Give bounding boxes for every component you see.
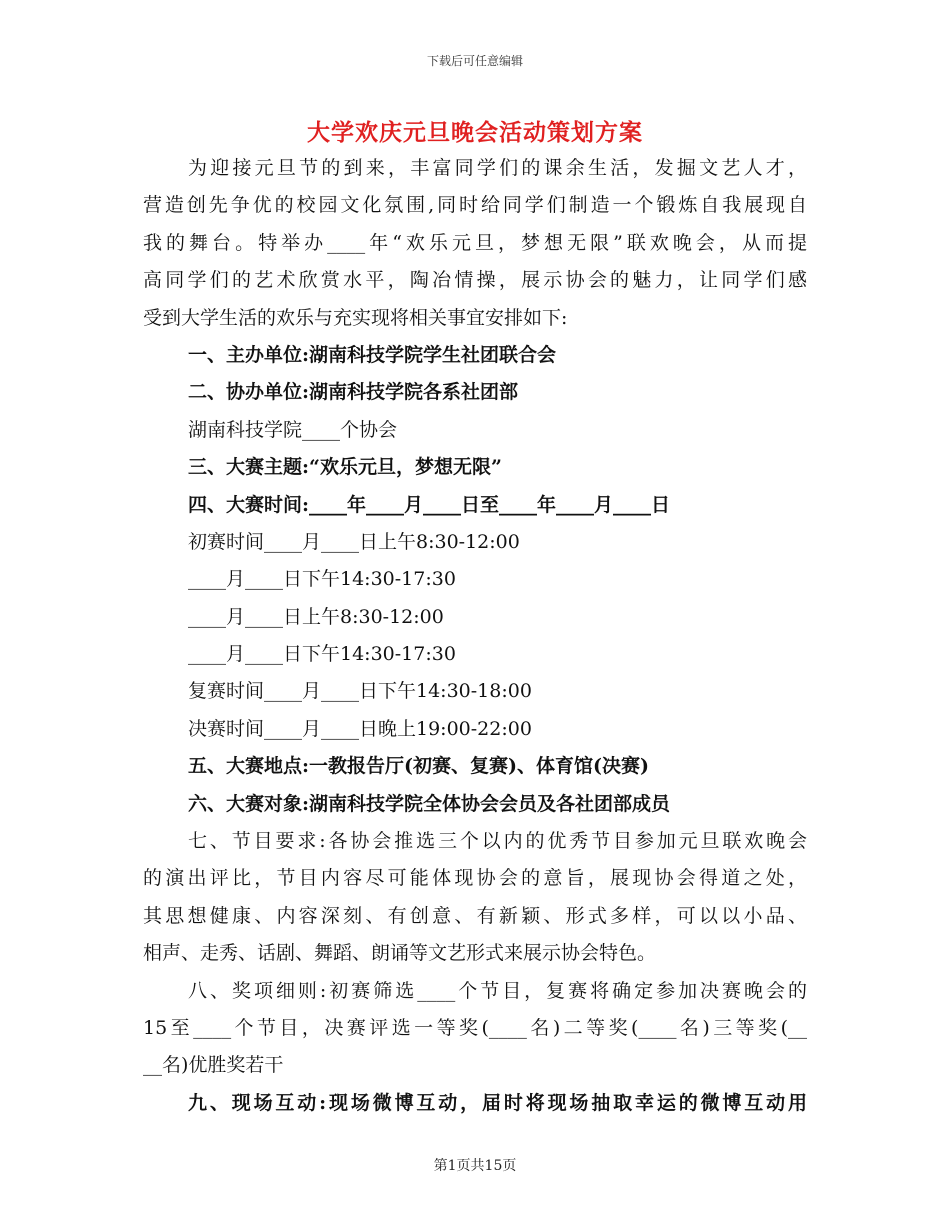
section-heading-time: 四、大赛时间:____年____月____日至____年____月____日 — [188, 493, 671, 516]
page-header-note: 下载后可任意编辑 — [426, 54, 523, 68]
schedule-line: ____月____日下午14:30-17:30 — [188, 643, 456, 666]
schedule-line: ____月____日上午8:30-12:00 — [188, 605, 444, 628]
paragraph-line: 高同学们的艺术欣赏水平，陶冶情操，展示协会的魅力，让同学们感 — [143, 269, 807, 292]
paragraph-line: 其思想健康、内容深刻、有创意、有新颖、形式多样，可以以小品、 — [143, 904, 807, 927]
section-heading-organizer: 一、主办单位:湖南科技学院学生社团联合会 — [188, 343, 557, 366]
section-heading-interaction: 九、现场互动:现场微博互动，届时将现场抽取幸运的微博互动用 — [188, 1091, 807, 1114]
document-title: 大学欢庆元旦晚会活动策划方案 — [307, 119, 643, 146]
page-number: 第1页共15页 — [433, 1158, 517, 1174]
paragraph-line: 受到大学生活的欢乐与充实现将相关事宜安排如下: — [143, 306, 568, 329]
schedule-line: 复赛时间____月____日下午14:30-18:00 — [188, 680, 532, 703]
paragraph-line: 我的舞台。特举办____年“欢乐元旦，梦想无限”联欢晚会，从而提 — [143, 231, 807, 254]
paragraph-line: 相声、走秀、话剧、舞蹈、朗诵等文艺形式来展示协会特色。 — [143, 942, 657, 965]
paragraph-line: 八、奖项细则:初赛筛选____个节目，复赛将确定参加决赛晚会的 — [188, 979, 807, 1002]
paragraph-line: __名)优胜奖若干 — [143, 1054, 284, 1077]
paragraph-line: 营造创先争优的校园文化氛围,同时给同学们制造一个锻炼自我展现自 — [143, 194, 807, 217]
schedule-line: ____月____日下午14:30-17:30 — [188, 568, 456, 591]
document-body — [143, 150, 807, 1122]
paragraph-line: 七、节目要求:各协会推选三个以内的优秀节目参加元旦联欢晚会 — [188, 830, 807, 853]
schedule-line: 初赛时间____月____日上午8:30-12:00 — [188, 530, 520, 553]
paragraph-line: 15至____个节目，决赛评选一等奖(____名)二等奖(____名)三等奖(__ — [143, 1016, 807, 1039]
paragraph-line: 湖南科技学院____个协会 — [188, 418, 398, 441]
section-heading-participants: 六、大赛对象:湖南科技学院全体协会会员及各社团部成员 — [188, 792, 671, 815]
section-heading-theme: 三、大赛主题:“欢乐元旦，梦想无限” — [188, 456, 502, 479]
paragraph-line: 的演出评比，节目内容尽可能体现协会的意旨，展现协会得道之处， — [143, 867, 807, 890]
section-heading-venue: 五、大赛地点:一教报告厅(初赛、复赛)、体育馆(决赛) — [188, 755, 649, 778]
paragraph-line: 为迎接元旦节的到来，丰富同学们的课余生活，发掘文艺人才， — [188, 157, 807, 179]
section-heading-co-organizer: 二、协办单位:湖南科技学院各系社团部 — [188, 381, 519, 404]
schedule-line: 决赛时间____月____日晚上19:00-22:00 — [188, 717, 532, 740]
